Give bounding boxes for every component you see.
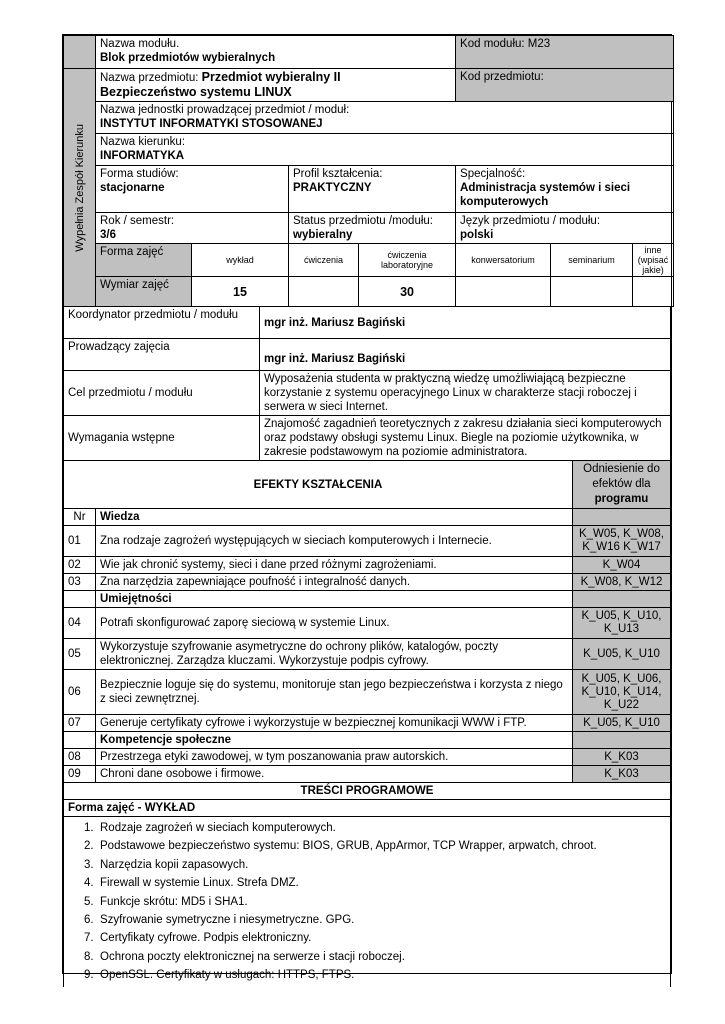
list-item-text: Podstawowe bezpieczeństwo systemu: BIOS, GRUB, AppArmor, TCP Wrapper, arpwatch, chroot.: [100, 840, 597, 853]
effect-nr: 05: [64, 639, 96, 670]
program-list-cell: [64, 817, 671, 987]
field-value: INFORMATYKA: [100, 150, 185, 162]
effect-ref: K_U05, K_U10: [573, 715, 671, 732]
section-kompetencje: Kompetencje społeczne: [96, 732, 573, 749]
effect-ref: K_U05, K_U10: [573, 639, 671, 670]
effect-nr: 08: [64, 749, 96, 766]
year-value: 3/6: [100, 229, 116, 241]
effect-nr: 02: [64, 557, 96, 574]
goal-label: Cel przedmiotu / modułu: [64, 371, 260, 416]
study-form-cell: [96, 166, 289, 213]
effect-ref: K_W04: [573, 557, 671, 574]
subject-code-cell: [456, 69, 674, 102]
list-item-text: Rodzaje zagrożeń w sieciach komputerowych.: [100, 822, 336, 834]
effect-text: Potrafi skonfigurować zaporę sieciową w systemie Linux.: [96, 608, 573, 639]
effect-ref: K_W08, K_W12: [573, 574, 671, 591]
specialty-value: Administracja systemów i sieci komputerowych: [460, 182, 631, 208]
list-item: 8. Ochrona poczty elektronicznej na serwerze i stacji roboczej.: [84, 950, 405, 963]
class-hours-label-cell: [96, 277, 192, 307]
effect-text: Przestrzega etyki zawodowej, w tym poszanowania praw autorskich.: [96, 749, 573, 766]
class-type-5: inne (wpisać jakie): [633, 244, 674, 277]
list-item-text: Certyfikaty cyfrowe. Podpis elektroniczny.: [100, 932, 312, 945]
goal-value: Wyposażenia studenta w praktyczną wiedzę umożliwiającą bezpieczne korzystanie z systemu operacyjnego Linux w charakterze stacji roboczej i serwera w sieci Internet.: [260, 371, 671, 416]
section-wiedza: Wiedza: [96, 509, 573, 526]
unit-label: Nazwa jednostki prowadzącej przedmiot / moduł:: [100, 104, 350, 116]
specialty-cell: [456, 166, 674, 213]
language-cell: [456, 213, 674, 244]
profile-cell: [289, 166, 456, 213]
nr-header: Nr: [64, 509, 96, 526]
list-item: 5. Funkcje skrótu: MD5 i SHA1.: [84, 895, 248, 908]
list-item: 1. Rodzaje zagrożeń w sieciach komputerowych.: [84, 822, 336, 834]
profile-value: PRAKTYCZNY: [293, 182, 372, 194]
list-item: 7. Certyfikaty cyfrowe. Podpis elektroniczny.: [84, 932, 312, 945]
status-cell: [289, 213, 456, 244]
effect-text: Chroni dane osobowe i firmowe.: [96, 766, 573, 783]
requirements-value: Znajomość zagadnień teoretycznych z zakresu działania sieci komputerowych oraz podstawy obsługi systemu Linux. Biegle na poziomie użytkownika, w zakresie podstawowym na poziomie administratora.: [260, 416, 671, 461]
list-item-text: Firewall w systemie Linux. Strefa DMZ.: [100, 877, 299, 890]
study-form-value: stacjonarne: [100, 182, 165, 194]
effect-text: Generuje certyfikaty cyfrowe i wykorzystuje w bezpiecznej komunikacji WWW i FTP.: [96, 715, 573, 732]
effect-nr: 03: [64, 574, 96, 591]
module-code-cell: [456, 36, 674, 69]
section-ref-blank: [573, 732, 671, 749]
program-table: [63, 782, 671, 987]
effect-text: Wykorzystuje szyfrowanie asymetryczne do ochrony plików, katalogów, poczty elektronicznej. Zarządza kluczami. Wykorzystuje podpis cyfrowy.: [96, 639, 573, 670]
effect-text: Wie jak chronić systemy, sieci i dane przed różnymi zagrożeniami.: [96, 557, 573, 574]
field-cell: [96, 134, 674, 166]
class-type-3: konwersatorium: [456, 244, 551, 277]
year-cell: [96, 213, 289, 244]
side-blank: [64, 36, 96, 69]
effect-text: Zna narzędzia zapewniające poufność i integralność danych.: [96, 574, 573, 591]
list-item: 6. Szyfrowanie symetryczne i niesymetryczne. GPG.: [84, 913, 355, 926]
list-item-text: Szyfrowanie symetryczne i niesymetryczne. GPG.: [100, 913, 355, 926]
subject-name-cell: [96, 69, 456, 102]
subject-name-value-2: Bezpieczeństwo systemu LINUX: [100, 85, 292, 99]
class-type-1: ćwiczenia: [289, 244, 359, 277]
effects-table: [63, 460, 671, 783]
unit-value: INSTYTUT INFORMATYKI STOSOWANEJ: [100, 118, 323, 130]
effect-ref: K_U05, K_U06, K_U10, K_U14, K_U22: [573, 670, 671, 715]
module-name-label: Nazwa modułu.: [100, 38, 180, 50]
teacher-value: mgr inż. Mariusz Bagiński: [260, 339, 671, 371]
effect-ref: K_U05, K_U10, K_U13: [573, 608, 671, 639]
class-type-2: ćwiczenia laboratoryjne: [359, 244, 456, 277]
unit-cell: [96, 102, 674, 134]
module-name-cell: [96, 36, 456, 69]
list-item: 4. Firewall w systemie Linux. Strefa DMZ.: [84, 877, 299, 890]
program-list: [64, 817, 670, 987]
effects-ref-header: [573, 461, 671, 509]
list-item: 9. OpenSSL. Certyfikaty w usługach: HTTPS, FTPS.: [84, 969, 355, 982]
effect-nr: 04: [64, 608, 96, 639]
effect-nr: 06: [64, 670, 96, 715]
list-item-text: OpenSSL. Certyfikaty w usługach: HTTPS, FTPS.: [100, 969, 355, 982]
status-value: wybieralny: [293, 229, 353, 241]
program-title: TREŚCI PROGRAMOWE: [64, 783, 671, 800]
class-hours-label: Wymiar zajęć: [100, 279, 169, 291]
profile-label: Profil kształcenia:: [293, 168, 383, 180]
effect-text: Bezpiecznie loguje się do systemu, monitoruje stan jego bezpieczeństwa i korzysta z niego z sieci zewnętrznej.: [96, 670, 573, 715]
nr-blank: [64, 591, 96, 608]
class-form-label: Forma zajęć: [100, 246, 164, 258]
list-item-text: Funkcje skrótu: MD5 i SHA1.: [100, 895, 248, 908]
class-type-4: seminarium: [551, 244, 633, 277]
list-item-text: Ochrona poczty elektronicznej na serwerze i stacji roboczej.: [100, 950, 405, 963]
program-form-label: Forma zajęć - WYKŁAD: [64, 800, 671, 817]
list-item-text: Narzędzia kopii zapasowych.: [100, 858, 249, 871]
nr-blank: [64, 732, 96, 749]
effect-ref: K_K03: [573, 749, 671, 766]
list-item: 3. Narzędzia kopii zapasowych.: [84, 858, 249, 871]
class-hours-4: [551, 277, 633, 307]
effect-ref: K_K03: [573, 766, 671, 783]
subject-code-label: Kod przedmiotu:: [460, 71, 544, 83]
effect-nr: 07: [64, 715, 96, 732]
class-hours-1: [289, 277, 359, 307]
section-ref-blank: [573, 509, 671, 526]
effect-text: Zna rodzaje zagrożeń występujących w sieciach komputerowych i Internecie.: [96, 526, 573, 557]
effect-ref: K_W05, K_W08, K_W16 K_W17: [573, 526, 671, 557]
language-value: polski: [460, 229, 494, 241]
year-label: Rok / semestr:: [100, 215, 175, 227]
teacher-label: Prowadzący zajęcia: [64, 339, 260, 371]
section-umiejetnosci: Umiejętności: [96, 591, 573, 608]
class-hours-2: 30: [359, 277, 456, 307]
module-name-value: Blok przedmiotów wybieralnych: [100, 52, 276, 64]
class-hours-3: [456, 277, 551, 307]
coordinator-label: Koordynator przedmiotu / modułu: [64, 307, 260, 339]
class-type-0: wykład: [192, 244, 289, 277]
class-form-label-cell: [96, 244, 192, 277]
effect-nr: 09: [64, 766, 96, 783]
list-item: 2. Podstawowe bezpieczeństwo systemu: BIOS, GRUB, AppArmor, TCP Wrapper, arpwatch, chroot.: [84, 840, 597, 853]
side-label: Wypełnia Zespół Kierunku: [73, 123, 86, 252]
effects-ref-header-2: programu: [594, 493, 649, 505]
requirements-label: Wymagania wstępne: [64, 416, 260, 461]
study-form-label: Forma studiów:: [100, 168, 179, 180]
syllabus-sheet: [62, 34, 672, 982]
subject-name-label: Nazwa przedmiotu:: [100, 72, 199, 84]
effect-nr: 01: [64, 526, 96, 557]
subject-name-value-1: Przedmiot wybieralny II: [201, 70, 341, 84]
specialty-label: Specjalność:: [460, 168, 526, 180]
class-hours-0: 15: [192, 277, 289, 307]
effects-title: EFEKTY KSZTAŁCENIA: [64, 461, 573, 509]
section-ref-blank: [573, 591, 671, 608]
side-label-cell: [64, 69, 96, 307]
header-table: [63, 35, 674, 307]
class-hours-5: [633, 277, 674, 307]
coordinator-value: mgr inż. Mariusz Bagiński: [260, 307, 671, 339]
info-table: [63, 306, 671, 461]
status-label: Status przedmiotu /modułu:: [293, 215, 433, 227]
language-label: Język przedmiotu / modułu:: [460, 215, 601, 227]
effects-ref-header-1: Odniesienie do efektów dla: [583, 463, 660, 490]
field-label: Nazwa kierunku:: [100, 136, 186, 148]
module-code-label: Kod modułu: M23: [460, 38, 551, 50]
